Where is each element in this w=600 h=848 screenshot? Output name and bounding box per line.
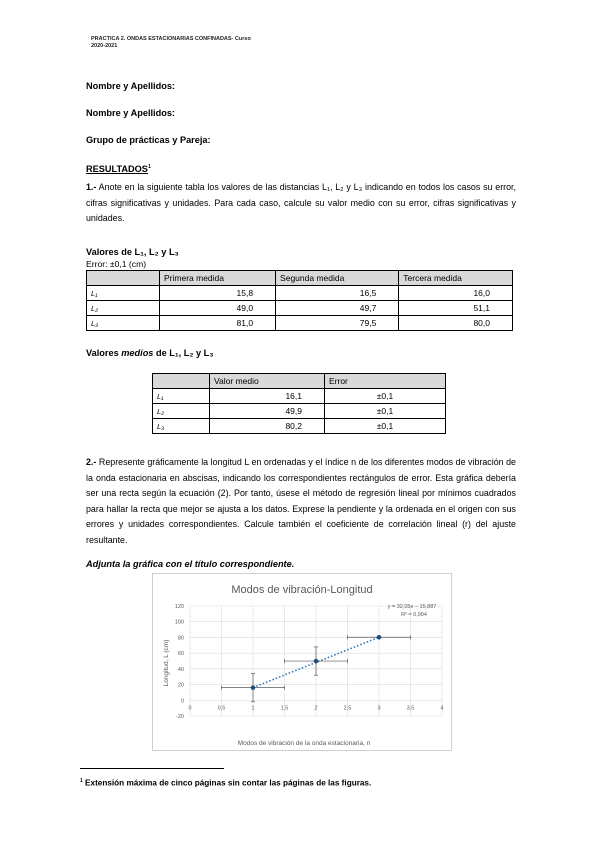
- x-axis-label: Modos de vibración de la onda estacionaria, n: [237, 740, 371, 747]
- table-cell: 49,7: [276, 301, 399, 316]
- table-header-row: [153, 374, 446, 389]
- table-cell: ±0,1: [325, 389, 446, 404]
- table2-title-c: de L₁, L₂ y L₃: [153, 348, 214, 358]
- table1-title: Valores de L₁, L₂ y L₃: [86, 247, 179, 257]
- table-cell: 49,0: [160, 301, 276, 316]
- mean-values-table: [152, 373, 446, 434]
- table-cell: 16,1: [210, 389, 325, 404]
- y-tick-label: 20: [177, 682, 184, 689]
- question-2: [86, 455, 516, 548]
- data-point: [314, 659, 319, 664]
- x-tick-label: 0: [188, 705, 192, 712]
- table-header-cell: [87, 271, 160, 286]
- row-label: L₁: [153, 389, 210, 404]
- question-2-number: 2.-: [86, 457, 97, 467]
- table-row: [153, 404, 446, 419]
- question-2-text: Represente gráficamente la longitud L en ordenadas y el índice n de los diferentes modos de vibración de la onda estacionaria en abscisas, indicando los correspondientes rectángulos de error. Esta gráfica debería ser una recta según la ecuación (2). Por tanto, úsese el método de regresión lineal por mínimos cuadrados para hallar la recta que mejor se ajusta a los datos. Exprese la pendiente y la ordenada en el origen con sus errores y unidades correspondientes. Calcule también el coeficiente de correlación lineal (r) del ajuste resultante.: [86, 457, 516, 545]
- table-row: [153, 419, 446, 434]
- y-tick-label: 0: [180, 698, 184, 705]
- table-row: [87, 286, 513, 301]
- row-label: L₂: [153, 404, 210, 419]
- x-tick-label: 2,5: [343, 705, 352, 712]
- row-label: L₃: [153, 419, 210, 434]
- table-cell: ±0,1: [325, 419, 446, 434]
- table-header-row: [87, 271, 513, 286]
- table-row: [153, 389, 446, 404]
- table-cell: 16,5: [276, 286, 399, 301]
- data-point: [251, 685, 256, 690]
- footnote: [80, 778, 371, 788]
- table2-title-a: Valores: [86, 348, 122, 358]
- table2-title-b: medios: [121, 348, 154, 358]
- document-header: [91, 36, 311, 50]
- y-tick-label: 100: [174, 619, 184, 626]
- row-label: L₁: [87, 286, 160, 301]
- x-tick-label: 3,5: [406, 705, 415, 712]
- table-header-cell: Valor medio: [210, 374, 325, 389]
- name-field-1: Nombre y Apellidos:: [86, 81, 175, 91]
- results-heading-text: RESULTADOS: [86, 164, 148, 175]
- table-cell: 49,9: [210, 404, 325, 419]
- data-point: [377, 635, 382, 640]
- row-label: L₂: [87, 301, 160, 316]
- x-tick-label: 1: [251, 705, 255, 712]
- table-cell: 80,0: [399, 316, 513, 331]
- table-header-cell: Tercera medida: [399, 271, 513, 286]
- footnote-separator: [80, 768, 224, 769]
- footnote-mark: 1: [80, 778, 83, 784]
- x-tick-label: 2: [314, 705, 318, 712]
- trendline-r2: R² = 0,994: [401, 612, 427, 618]
- table-cell: 80,2: [210, 419, 325, 434]
- header-line-1: PRACTICA 2. ONDAS ESTACIONARIAS CONFINADAS- Curso: [91, 36, 251, 42]
- table-cell: 16,0: [399, 286, 513, 301]
- question-1-number: 1.-: [86, 182, 97, 192]
- trendline-equation: y = 32,05x − 15,887: [387, 604, 437, 610]
- table-header-cell: [153, 374, 210, 389]
- table-cell: 79,5: [276, 316, 399, 331]
- chart: [152, 573, 452, 751]
- table-cell: 51,1: [399, 301, 513, 316]
- table-row: [87, 316, 513, 331]
- y-axis-label: Longitud, L (cm): [163, 639, 170, 687]
- x-tick-label: 0,5: [217, 705, 226, 712]
- results-heading: [86, 161, 151, 175]
- table-cell: 81,0: [160, 316, 276, 331]
- table-cell: 15,8: [160, 286, 276, 301]
- y-tick-label: 60: [177, 651, 184, 658]
- table-header-cell: Segunda medida: [276, 271, 399, 286]
- chart-title: Modos de vibración-Longitud: [231, 584, 373, 596]
- table-header-cell: Primera medida: [160, 271, 276, 286]
- group-field: Grupo de prácticas y Pareja:: [86, 135, 211, 145]
- header-line-2: 2020-2021: [91, 43, 118, 49]
- chart-frame: [153, 574, 452, 751]
- x-tick-label: 4: [440, 705, 444, 712]
- table-cell: ±0,1: [325, 404, 446, 419]
- measurements-table: [86, 270, 513, 331]
- x-tick-label: 1,5: [280, 705, 289, 712]
- name-field-2: Nombre y Apellidos:: [86, 108, 175, 118]
- y-tick-label: 40: [177, 666, 184, 673]
- question-1-text: Anote en la siguiente tabla los valores de las distancias L₁, L₂ y L₃ indicando en todos los casos su error, cifras significativas y unidades. Para cada caso, calcule su valor medio con su error, cifras significativas y unidades.: [86, 182, 516, 223]
- table1-error-note: Error: ±0,1 (cm): [86, 259, 147, 269]
- table-header-cell: Error: [325, 374, 446, 389]
- row-label: L₃: [87, 316, 160, 331]
- footnote-text: Extensión máxima de cinco páginas sin contar las páginas de las figuras.: [82, 778, 372, 788]
- y-tick-label: 120: [174, 604, 184, 610]
- results-footnote-mark: 1: [147, 164, 151, 170]
- x-tick-label: 3: [377, 705, 381, 712]
- y-tick-label: -20: [176, 714, 184, 720]
- table-row: [87, 301, 513, 316]
- question-1: [86, 180, 516, 227]
- attach-instruction: Adjunta la gráfica con el título correspondiente.: [86, 559, 295, 569]
- y-tick-label: 80: [177, 635, 184, 642]
- table2-title: [86, 347, 214, 359]
